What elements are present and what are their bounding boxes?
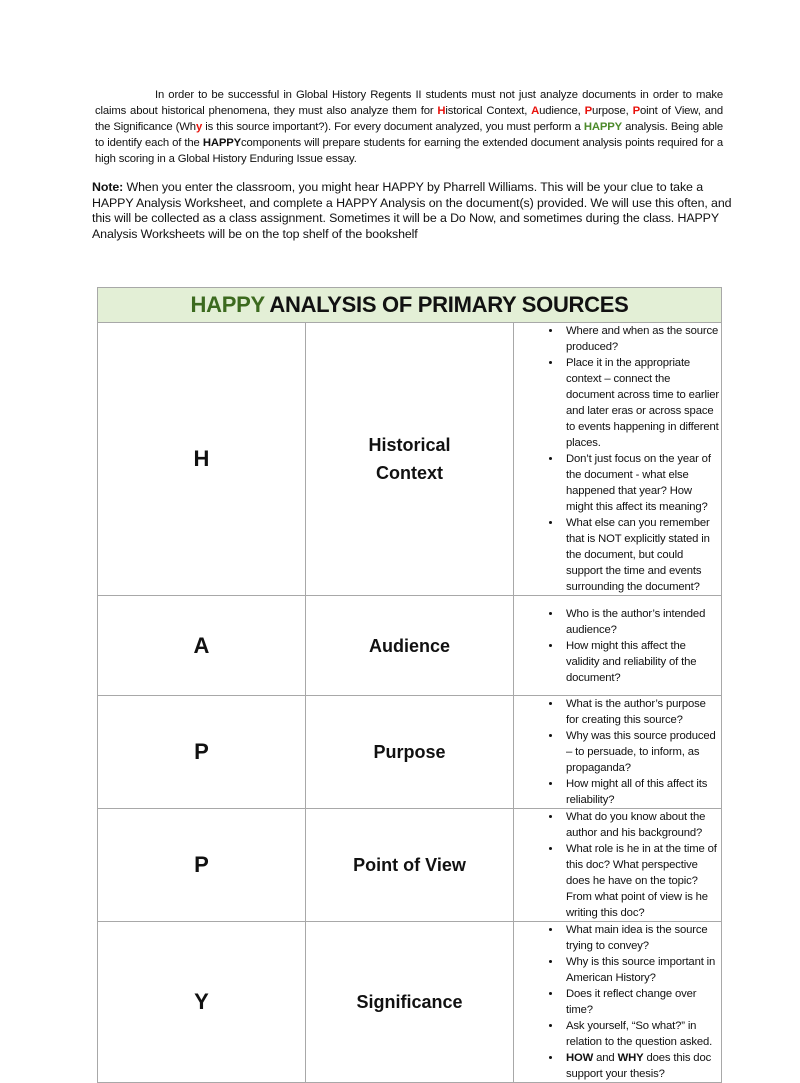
row-letter: Y — [98, 922, 306, 1083]
list-item: • What role is he in at the time of this doc? What perspective does he have on the topic? From what point of view is he writing this doc? — [562, 841, 721, 921]
table-row-purpose — [98, 696, 722, 809]
note-label: Note: — [92, 180, 124, 194]
points-list — [514, 922, 721, 1082]
happy-bold: HAPPY — [202, 137, 241, 149]
intro-text-h: istorical Context, — [445, 105, 532, 117]
row-letter: P — [98, 696, 306, 809]
list-item: • Don’t just focus on the year of the document - what else happened that year? How might this affect its meaning? — [562, 451, 721, 515]
happy-green: HAPPY — [583, 121, 623, 133]
list-item: • Who is the author’s intended audience? — [562, 606, 721, 638]
intro-text-p2: oint of View, and the Significance (Wh — [95, 105, 724, 133]
row-letter: A — [98, 596, 306, 696]
points-list — [514, 696, 721, 808]
list-item: • Where and when as the source produced? — [562, 323, 721, 355]
letter-h: H — [437, 105, 446, 117]
list-item: • What is the author’s purpose for creating this source? — [562, 696, 721, 728]
row-label: Point of View — [306, 809, 514, 922]
table-row-significance — [98, 922, 722, 1083]
intro-text-y: is this source important?). For every document analyzed, you must perform a — [202, 121, 584, 133]
table-row-historical-context — [98, 323, 722, 596]
intro-paragraph — [95, 87, 723, 167]
letter-p: P — [584, 105, 593, 117]
table-row-point-of-view — [98, 809, 722, 922]
intro-text-1: In order to be successful in Global History Regents II students must not just analyze documents in order to make claims about historical phenomena, they must also analyze them for — [95, 89, 723, 117]
table-title-row — [98, 288, 722, 323]
row-label: Audience — [306, 596, 514, 696]
row-label-text: Historical Context — [368, 435, 451, 483]
title-happy: HAPPY — [190, 292, 265, 317]
table-title — [98, 288, 722, 323]
row-points — [514, 809, 722, 922]
points-list — [514, 606, 721, 686]
list-item: • Does it reflect change over time? — [562, 986, 721, 1018]
row-points — [514, 323, 722, 596]
table-row-audience — [98, 596, 722, 696]
list-item: • Why was this source produced – to persuade, to inform, as propaganda? — [562, 728, 721, 776]
letter-y: y — [195, 121, 203, 133]
intro-text-mid: analysis. Being able to identify each of the — [95, 121, 723, 149]
letter-a: A — [531, 105, 540, 117]
row-label: Purpose — [306, 696, 514, 809]
list-item: • What do you know about the author and his background? — [562, 809, 721, 841]
happy-analysis-table — [97, 287, 722, 1083]
and-text: and — [593, 1052, 618, 1064]
rest-text: does this doc support your thesis? — [566, 1052, 712, 1080]
list-item: • Ask yourself, “So what?” in relation to the question asked. — [562, 1018, 721, 1050]
intro-text-a: udience, — [539, 105, 585, 117]
row-points — [514, 596, 722, 696]
why-bold: WHY — [617, 1052, 644, 1064]
points-list — [514, 323, 721, 595]
row-points — [514, 922, 722, 1083]
letter-p2: P — [632, 105, 640, 117]
list-item: • What main idea is the source trying to convey? — [562, 922, 721, 954]
list-item — [562, 1050, 721, 1082]
row-letter: P — [98, 809, 306, 922]
intro-text-p: urpose, — [592, 105, 633, 117]
points-list — [514, 809, 721, 921]
list-item: • How might this affect the validity and reliability of the document? — [562, 638, 721, 686]
intro-text-end: components will prepare students for earning the extended document analysis points required for a high scoring in a Global History Enduring Issue essay. — [95, 137, 723, 165]
list-item: • How might all of this affect its reliability? — [562, 776, 721, 808]
list-item: • Place it in the appropriate context – connect the document across time to earlier and later eras or across space to events happening in different places. — [562, 355, 721, 451]
list-item: • Why is this source important in American History? — [562, 954, 721, 986]
row-letter: H — [98, 323, 306, 596]
how-bold: HOW — [566, 1052, 594, 1064]
note-paragraph — [92, 180, 732, 242]
row-label: Significance — [306, 922, 514, 1083]
list-item: • What else can you remember that is NOT explicitly stated in the document, but could support the time and events surrounding the document? — [562, 515, 721, 595]
note-text: When you enter the classroom, you might hear HAPPY by Pharrell Williams. This will be your clue to take a HAPPY Analysis Worksheet, and complete a HAPPY Analysis on the document(s) provided. We will use this often, and this will be collected as a class assignment. Sometimes it will be a Do Now, and sometimes during the class. HAPPY Analysis Worksheets will be on the top shelf of the bookshelf — [92, 180, 732, 241]
title-rest: ANALYSIS OF PRIMARY SOURCES — [264, 292, 629, 317]
row-label — [306, 323, 514, 596]
row-points — [514, 696, 722, 809]
